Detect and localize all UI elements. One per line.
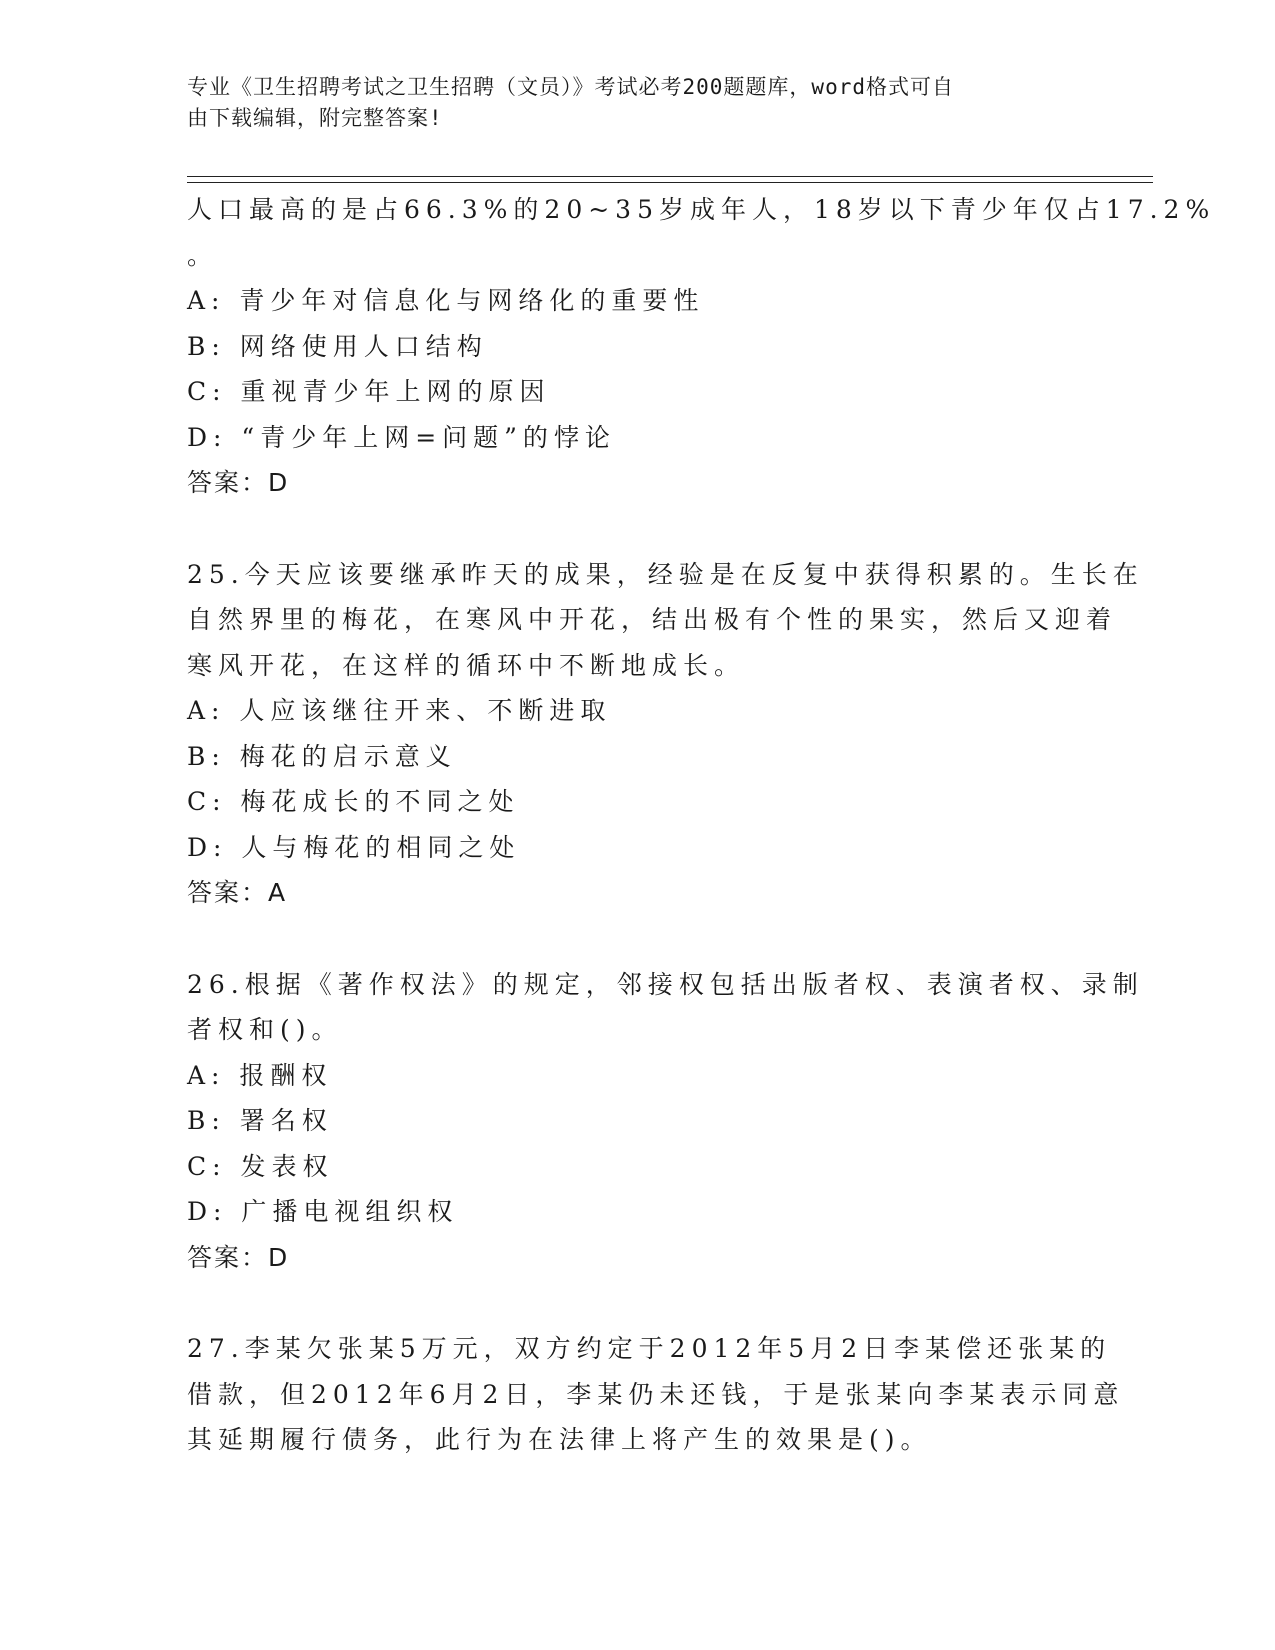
header-line-2: 由下载编辑，附完整答案! <box>187 106 443 130</box>
question-24 <box>187 187 1216 506</box>
page-header <box>187 72 1087 134</box>
question-stem-line: 其延期履行债务，此行为在法律上将产生的效果是()。 <box>187 1425 932 1454</box>
option-d: D: “青少年上网=问题”的悖论 <box>187 422 616 452</box>
option-d: D: 人与梅花的相同之处 <box>187 832 521 862</box>
question-stem-line: 自然界里的梅花，在寒风中开花，结出极有个性的果实，然后又迎着 <box>187 605 1118 634</box>
question-list <box>187 187 1216 1463</box>
answer: 答案：D <box>187 1242 290 1272</box>
option-a: A: 报酬权 <box>187 1060 333 1090</box>
option-c: C: 梅花成长的不同之处 <box>187 787 520 816</box>
answer: 答案：D <box>187 468 290 497</box>
option-b: B: 梅花的启示意义 <box>187 741 457 771</box>
option-d: D: 广播电视组织权 <box>187 1197 459 1226</box>
question-stem-line: 者权和()。 <box>187 1015 343 1044</box>
question-stem-line: 27.李某欠张某5万元，双方约定于2012年5月2日李某偿还张某的 <box>187 1334 1112 1363</box>
question-27 <box>187 1326 1125 1463</box>
option-c: C: 发表权 <box>187 1151 334 1181</box>
header-rule-top <box>187 176 1153 177</box>
question-gap <box>187 506 1067 552</box>
question-stem-line: 人口最高的是占66.3%的20~35岁成年人，18岁以下青少年仅占17.2% <box>187 195 1216 224</box>
question-stem-line: 寒风开花，在这样的循环中不断地成长。 <box>187 650 746 680</box>
question-stem-line: 借款，但2012年6月2日，李某仍未还钱，于是张某向李某表示同意 <box>187 1379 1125 1409</box>
question-stem-line: 25.今天应该要继承昨天的成果，经验是在反复中获得积累的。生长在 <box>187 559 1144 589</box>
option-b: B: 署名权 <box>187 1106 333 1135</box>
header-line-1: 专业《卫生招聘考试之卫生招聘（文员）》考试必考200题题库，word格式可自 <box>187 75 954 99</box>
answer: 答案：A <box>187 878 288 907</box>
question-26 <box>187 962 1144 1281</box>
question-stem-line: 26.根据《著作权法》的规定，邻接权包括出版者权、表演者权、录制 <box>187 969 1144 999</box>
question-25 <box>187 552 1144 916</box>
option-b: B: 网络使用人口结构 <box>187 331 488 361</box>
header-rule-bottom <box>187 182 1153 183</box>
option-a: A: 人应该继往开来、不断进取 <box>187 696 612 725</box>
question-gap <box>187 916 1067 962</box>
question-stem-line: 。 <box>187 240 219 270</box>
option-a: A: 青少年对信息化与网络化的重要性 <box>187 286 705 315</box>
option-c: C: 重视青少年上网的原因 <box>187 377 551 406</box>
question-gap <box>187 1280 1067 1326</box>
